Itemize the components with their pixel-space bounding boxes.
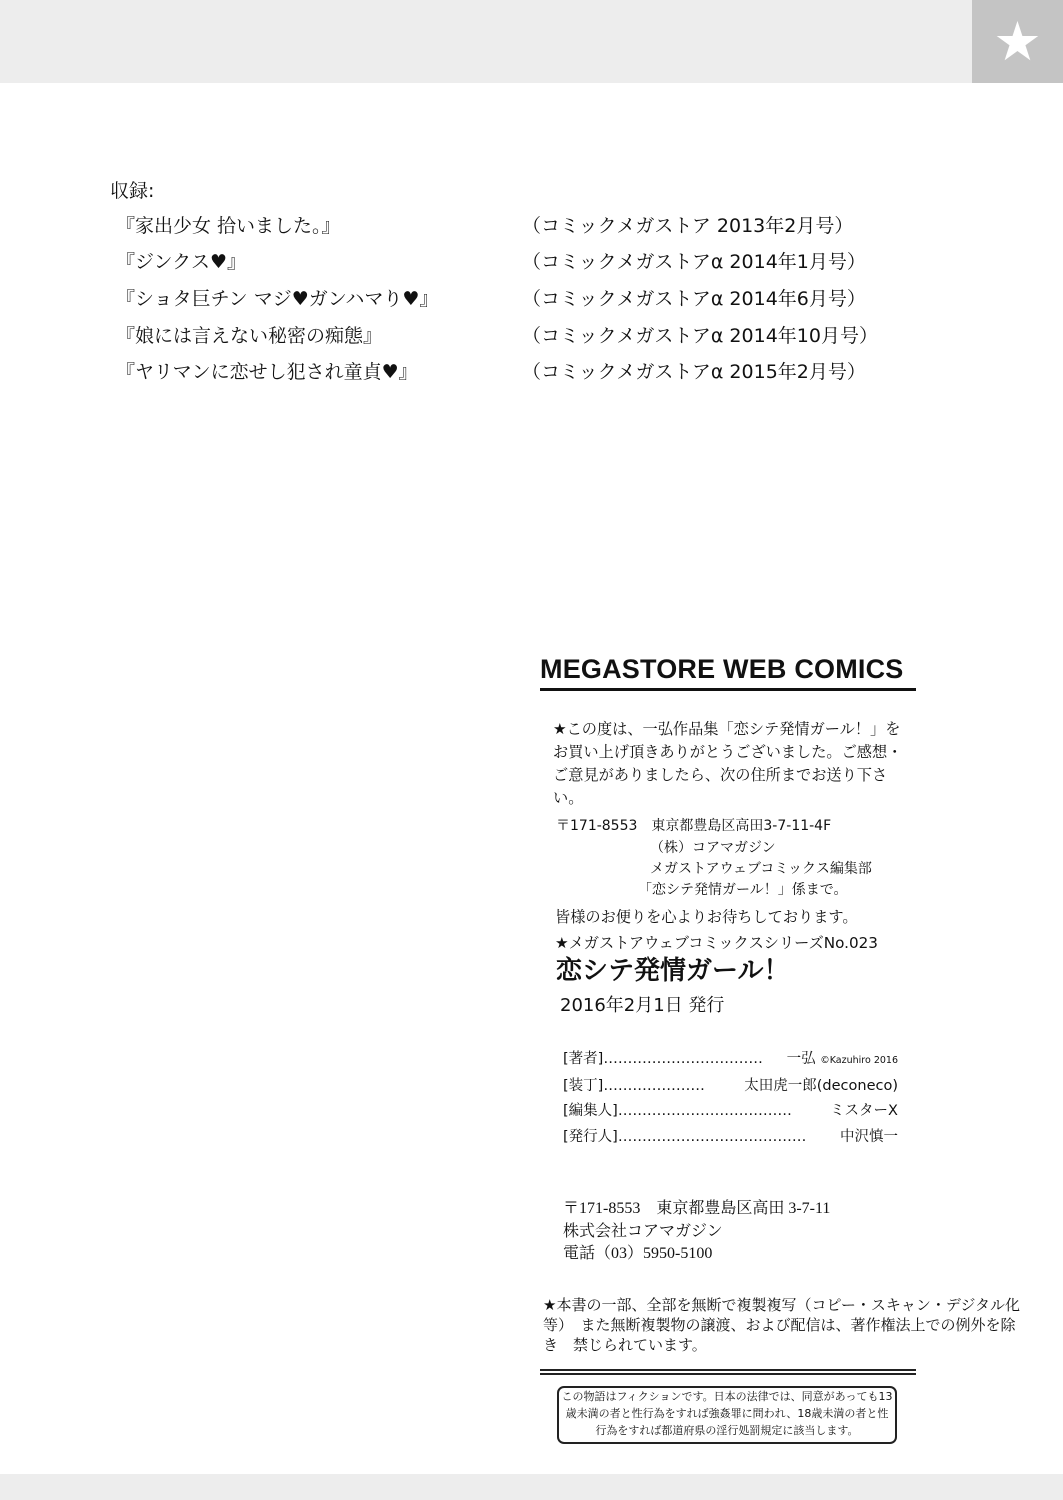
credit-role: [発行人]…………………………………	[563, 1129, 807, 1145]
entry-source: （コミックメガストアα 2014年1月号）	[522, 251, 866, 273]
entry-title: 『ヤリマンに恋せし犯され童貞♥』	[116, 361, 418, 383]
contents-entry	[110, 284, 910, 314]
mail-address-line: （株）コアマガジン	[650, 840, 776, 856]
entry-source: （コミックメガストアα 2014年6月号）	[522, 288, 866, 310]
issue-date: 2016年2月1日 発行	[560, 995, 725, 1016]
brand-heading: MEGASTORE WEB COMICS	[540, 654, 904, 684]
mail-address-line: メガストアウェブコミックス編集部	[650, 861, 872, 877]
brand-divider	[540, 688, 916, 691]
entry-title: 『ジンクス♥』	[116, 251, 246, 273]
credit-row	[563, 1074, 898, 1096]
entry-source: （コミックメガストアα 2015年2月号）	[522, 361, 866, 383]
series-number: ★メガストアウェブコミックスシリーズNo.023	[555, 934, 878, 952]
credit-role: [著者]……………………………	[563, 1051, 763, 1067]
credit-name: ミスターX	[830, 1103, 898, 1119]
contents-label: 収録:	[110, 180, 155, 202]
credit-row	[563, 1099, 898, 1121]
entry-source: （コミックメガストア 2013年2月号）	[522, 215, 854, 237]
publisher-company: 株式会社コアマガジン	[563, 1223, 723, 1240]
mail-address-line: 〒171-8553 東京都豊島区高田3-7-11-4F	[556, 818, 832, 834]
star-icon: ★	[993, 10, 1042, 73]
contents-entry	[110, 247, 910, 277]
credit-role: [編集人]………………………………	[563, 1103, 792, 1119]
copyright-notice: ★本書の一部、全部を無断で複製複写（コピー・スキャン・デジタル化等） また無断複製物の譲渡、および配信は、著作権法上での例外を除き 禁じられています。	[543, 1296, 1020, 1354]
contents-entry	[110, 321, 910, 351]
entry-title: 『ショタ巨チン マジ♥ガンハマり♥』	[116, 288, 439, 310]
entry-title: 『娘には言えない秘密の痴態』	[116, 325, 383, 347]
credit-role: [装丁]…………………	[563, 1078, 705, 1094]
bottom-band	[0, 1474, 1063, 1500]
top-band	[0, 0, 972, 83]
credit-name: 中沢慎一	[840, 1129, 898, 1145]
thank-you-message: ★この度は、一弘作品集「恋シテ発情ガール！」をお買い上げ頂きありがとうございました。ご感想・ご意見がありましたら、次の住所までお送り下さい。	[553, 720, 903, 807]
credit-row	[563, 1125, 898, 1147]
entry-title: 『家出少女 拾いました。』	[116, 215, 341, 237]
copyright-note: ©Kazuhiro 2016	[820, 1055, 898, 1066]
publisher-phone: 電話（03）5950-5100	[563, 1245, 713, 1262]
contents-entry	[110, 357, 910, 387]
credit-name-group	[787, 1047, 898, 1068]
contents-entry	[110, 211, 910, 241]
credit-name: 太田虎一郎(deconeco)	[744, 1078, 898, 1094]
mail-address-line: 「恋シテ発情ガール！」係まで。	[638, 882, 848, 898]
corner-box	[972, 0, 1063, 83]
credit-row	[563, 1047, 898, 1069]
credit-name: 一弘	[786, 1051, 816, 1067]
publisher-address: 〒171-8553 東京都豊島区高田 3-7-11	[563, 1200, 831, 1217]
book-title: 恋シテ発情ガール！	[556, 956, 790, 986]
closing-line: 皆様のお便りを心よりお待ちしております。	[555, 908, 858, 926]
fiction-notice-box: この物語はフィクションです。日本の法律では、同意があっても13歳未満の者と性行為をすれば強姦罪に問われ、18歳未満の者と性行為をすれば都道府県の淫行処罰規定に該当します。	[557, 1386, 897, 1444]
entry-source: （コミックメガストアα 2014年10月号）	[522, 325, 878, 347]
double-divider	[540, 1369, 916, 1375]
